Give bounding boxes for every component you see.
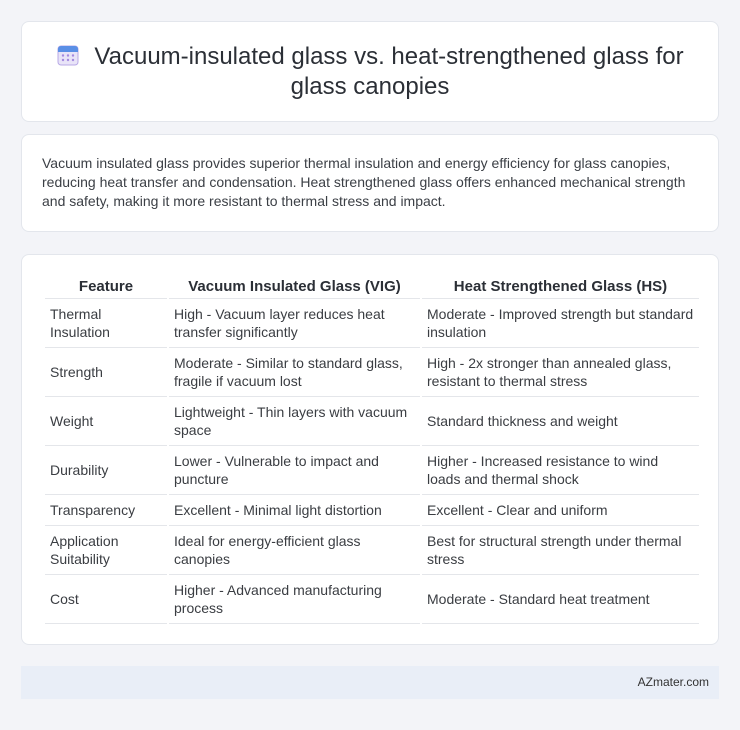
feature-cell: Thermal Insulation [45, 299, 167, 348]
vig-cell: High - Vacuum layer reduces heat transfer significantly [169, 299, 420, 348]
footer-brand-link[interactable]: AZmater.com [637, 675, 709, 689]
feature-cell: Strength [45, 348, 167, 397]
comparison-table [43, 275, 701, 624]
feature-cell: Cost [45, 575, 167, 624]
table-header-row [45, 275, 699, 299]
table-row [45, 495, 699, 526]
vig-cell: Lower - Vulnerable to impact and puncture [169, 446, 420, 495]
table-row [45, 299, 699, 348]
feature-cell: Durability [45, 446, 167, 495]
hs-cell: Excellent - Clear and uniform [422, 495, 699, 526]
page-title-text: Vacuum-insulated glass vs. heat-strengthened glass for glass canopies [94, 42, 684, 100]
table-row [45, 526, 699, 575]
comparison-card [21, 254, 719, 645]
hs-cell: Best for structural strength under thermal stress [422, 526, 699, 575]
header-vig: Vacuum Insulated Glass (VIG) [169, 275, 420, 299]
vig-cell: Ideal for energy-efficient glass canopies [169, 526, 420, 575]
vig-cell: Moderate - Similar to standard glass, fragile if vacuum lost [169, 348, 420, 397]
table-row [45, 446, 699, 495]
vig-cell: Lightweight - Thin layers with vacuum space [169, 397, 420, 446]
page-title [50, 42, 690, 102]
table-row [45, 575, 699, 624]
table-row [45, 348, 699, 397]
vig-cell: Higher - Advanced manufacturing process [169, 575, 420, 624]
table-row [45, 397, 699, 446]
feature-cell: Application Suitability [45, 526, 167, 575]
footer-bar [21, 666, 719, 699]
title-card [21, 21, 719, 122]
feature-cell: Weight [45, 397, 167, 446]
intro-text: Vacuum insulated glass provides superior thermal insulation and energy efficiency for glass canopies, reducing heat transfer and condensation. Heat strengthened glass offers enhanced mechanical strength and safety, making it more resistant to thermal stress and impact. [42, 155, 686, 209]
intro-card [21, 134, 719, 232]
hs-cell: Higher - Increased resistance to wind loads and thermal shock [422, 446, 699, 495]
header-feature: Feature [45, 275, 167, 299]
feature-cell: Transparency [45, 495, 167, 526]
header-hs: Heat Strengthened Glass (HS) [422, 275, 699, 299]
vig-cell: Excellent - Minimal light distortion [169, 495, 420, 526]
hs-cell: Standard thickness and weight [422, 397, 699, 446]
hs-cell: Moderate - Standard heat treatment [422, 575, 699, 624]
hs-cell: Moderate - Improved strength but standard insulation [422, 299, 699, 348]
hs-cell: High - 2x stronger than annealed glass, resistant to thermal stress [422, 348, 699, 397]
calendar-icon [56, 43, 80, 67]
